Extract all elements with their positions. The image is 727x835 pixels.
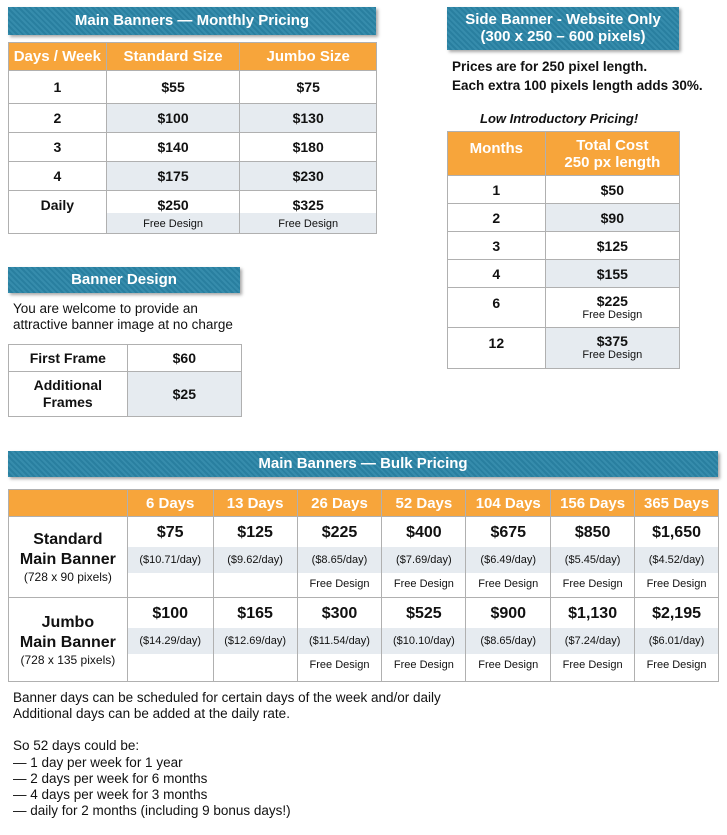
bulk-price: $225: [321, 524, 358, 541]
cost-cell: $155: [545, 260, 679, 288]
bulk-price: $400: [406, 524, 442, 541]
bulk-price-cell: [127, 517, 213, 598]
free-design-note: Free Design: [240, 213, 376, 233]
footer-line: So 52 days could be:: [13, 738, 140, 754]
bulk-header-6-days: 6 Days: [127, 490, 213, 517]
free-design-note: Free Design: [478, 578, 539, 590]
table-row: [448, 232, 680, 260]
jumbo-price: $130: [240, 104, 377, 133]
days-cell: 3: [9, 133, 107, 162]
first-frame-label: First Frame: [9, 345, 128, 372]
bulk-price-cell: [466, 517, 551, 598]
design-line-2: attractive banner image at no charge: [13, 317, 233, 332]
additional-frames-price: $25: [127, 372, 241, 417]
free-design-note: Free Design: [562, 578, 623, 590]
bulk-price-cell: [635, 517, 719, 598]
table-row: [9, 104, 377, 133]
free-design-note: Free Design: [646, 578, 707, 590]
col-header-standard: Standard Size: [106, 43, 240, 71]
banner-label-line2: Main Banner: [19, 633, 116, 651]
additional-label-line1: Additional: [33, 377, 103, 393]
footer-line: — 2 days per week for 6 months: [13, 770, 208, 786]
months-cell: 4: [448, 260, 546, 288]
months-cell: 6: [448, 288, 546, 328]
cost-cell: $375: [596, 333, 628, 349]
table-row: [9, 598, 719, 682]
standard-price: $55: [106, 71, 240, 104]
table-row: [448, 176, 680, 204]
bulk-header-blank: [9, 490, 128, 517]
per-day-rate: ($10.71/day): [128, 547, 213, 573]
design-table: [8, 344, 242, 417]
per-day-rate: ($7.24/day): [551, 628, 634, 654]
bulk-price-cell: [382, 598, 466, 682]
additional-frames-label: [9, 372, 128, 417]
standard-price: $250: [157, 197, 189, 213]
footer-notes: [13, 690, 441, 819]
footer-line: — 4 days per week for 3 months: [13, 787, 208, 803]
banner-dimensions: (728 x 90 pixels): [23, 570, 112, 584]
side-note-2: Each extra 100 pixels length adds 30%.: [452, 78, 703, 93]
standard-banner-label: [9, 517, 128, 598]
bulk-price: $75: [156, 524, 184, 541]
standard-price: $140: [106, 133, 240, 162]
free-design-note: Free Design: [582, 349, 643, 361]
bulk-price-cell: [551, 598, 635, 682]
bulk-price-cell: [213, 517, 297, 598]
col-header-months: Months: [448, 132, 546, 176]
col-header-jumbo: Jumbo Size: [240, 43, 377, 71]
table-row: [9, 71, 377, 104]
bulk-price: $100: [152, 605, 188, 622]
monthly-table: [8, 42, 377, 234]
free-design-note: Free Design: [582, 308, 643, 321]
footer-line: Banner days can be scheduled for certain days of the week and/or daily: [13, 690, 441, 705]
bulk-price-cell: [297, 598, 382, 682]
free-design-note: Free Design: [393, 659, 454, 671]
per-day-rate: ($11.54/day): [298, 628, 382, 654]
per-day-rate: ($9.62/day): [214, 547, 297, 573]
per-day-rate: ($6.01/day): [635, 628, 718, 654]
days-cell: 4: [9, 162, 107, 191]
side-table: [447, 131, 680, 369]
bulk-price: $125: [237, 524, 273, 541]
per-day-rate: ($6.49/day): [466, 547, 550, 573]
side-note-1: Prices are for 250 pixel length.: [452, 59, 648, 74]
standard-price: $175: [106, 162, 240, 191]
bulk-header-365-days: 365 Days: [635, 490, 719, 517]
footer-line: — 1 day per week for 1 year: [13, 754, 183, 770]
banner-label-line2: Main Banner: [19, 551, 116, 568]
free-design-note: Free Design: [309, 578, 370, 590]
days-cell: 1: [9, 71, 107, 104]
bulk-price: $165: [237, 605, 273, 622]
per-day-rate: ($4.52/day): [635, 547, 718, 573]
bulk-header-26-days: 26 Days: [297, 490, 382, 517]
bulk-price: $1,130: [568, 605, 618, 622]
bulk-price-cell: [213, 598, 297, 682]
bulk-price: $900: [490, 605, 527, 622]
bulk-title: Main Banners — Bulk Pricing: [8, 451, 718, 477]
bulk-price-cell: [297, 517, 382, 598]
cost-cell: $50: [545, 176, 679, 204]
standard-price: $100: [106, 104, 240, 133]
footer-line: Additional days can be added at the daily rate.: [13, 706, 290, 722]
months-cell: 2: [448, 204, 546, 232]
free-design-note: Free Design: [309, 659, 370, 671]
side-title-line1: Side Banner - Website Only: [465, 11, 661, 28]
bulk-price-cell: [551, 517, 635, 598]
intro-pricing: Low Introductory Pricing!: [480, 111, 639, 126]
table-row: [9, 191, 377, 234]
col-header-days: Days / Week: [9, 43, 107, 71]
col-header-total-cost: [545, 132, 679, 176]
table-row: [448, 328, 680, 369]
table-row: [448, 204, 680, 232]
per-day-rate: ($8.65/day): [298, 547, 382, 573]
per-day-rate: ($7.69/day): [382, 547, 465, 573]
side-title-line2: (300 x 250 – 600 pixels): [480, 28, 646, 45]
bulk-header-104-days: 104 Days: [466, 490, 551, 517]
bulk-price: $675: [490, 524, 527, 541]
months-cell: 1: [448, 176, 546, 204]
design-title: Banner Design: [8, 267, 240, 293]
months-cell: 3: [448, 232, 546, 260]
jumbo-price: $75: [240, 71, 377, 104]
bulk-price-cell: [382, 517, 466, 598]
jumbo-price: $180: [240, 133, 377, 162]
free-design-note: Free Design: [478, 659, 539, 671]
cost-cell: $225: [596, 292, 628, 309]
bulk-header-52-days: 52 Days: [382, 490, 466, 517]
table-row: [9, 345, 242, 372]
first-frame-price: $60: [127, 345, 241, 372]
per-day-rate: ($5.45/day): [551, 547, 634, 573]
table-row: [9, 162, 377, 191]
bulk-price: $525: [406, 605, 442, 622]
monthly-title: Main Banners — Monthly Pricing: [8, 7, 376, 35]
additional-label-line2: Frames: [42, 394, 93, 410]
bulk-price: $850: [574, 524, 611, 541]
banner-label-line1: Standard: [33, 531, 103, 548]
days-cell: Daily: [9, 191, 107, 234]
bulk-price: $300: [321, 605, 358, 622]
side-banner-title: [447, 7, 679, 50]
free-design-note: Free Design: [107, 213, 240, 233]
free-design-note: Free Design: [646, 659, 707, 671]
jumbo-banner-label: [9, 598, 128, 682]
bulk-header-156-days: 156 Days: [551, 490, 635, 517]
table-row: [9, 133, 377, 162]
px-length-label: 250 px length: [564, 153, 661, 171]
footer-line: — daily for 2 months (including 9 bonus days!): [13, 803, 291, 819]
banner-dimensions: (728 x 135 pixels): [20, 652, 116, 667]
table-row: [9, 517, 719, 598]
footer-line: [13, 722, 441, 738]
bulk-price: $2,195: [652, 605, 701, 622]
bulk-price-cell: [127, 598, 213, 682]
jumbo-price: $325: [292, 197, 324, 213]
per-day-rate: ($10.10/day): [382, 628, 465, 654]
jumbo-price: $230: [240, 162, 377, 191]
per-day-rate: ($8.65/day): [466, 628, 550, 654]
cost-cell: $125: [545, 232, 679, 260]
bulk-header-13-days: 13 Days: [213, 490, 297, 517]
days-cell: 2: [9, 104, 107, 133]
table-row: [9, 372, 242, 417]
table-row: [448, 260, 680, 288]
banner-label-line1: Jumbo: [41, 613, 95, 631]
bulk-price: $1,650: [652, 524, 701, 541]
free-design-note: Free Design: [393, 578, 454, 590]
table-row: [448, 288, 680, 328]
bulk-price-cell: [466, 598, 551, 682]
per-day-rate: ($12.69/day): [214, 628, 297, 654]
months-cell: 12: [448, 328, 546, 369]
free-design-note: Free Design: [562, 659, 623, 671]
design-line-1: You are welcome to provide an: [13, 301, 198, 316]
per-day-rate: ($14.29/day): [128, 628, 213, 654]
bulk-table: [8, 489, 719, 682]
total-cost-label: Total Cost: [576, 136, 649, 154]
cost-cell: $90: [545, 204, 679, 232]
bulk-price-cell: [635, 598, 719, 682]
